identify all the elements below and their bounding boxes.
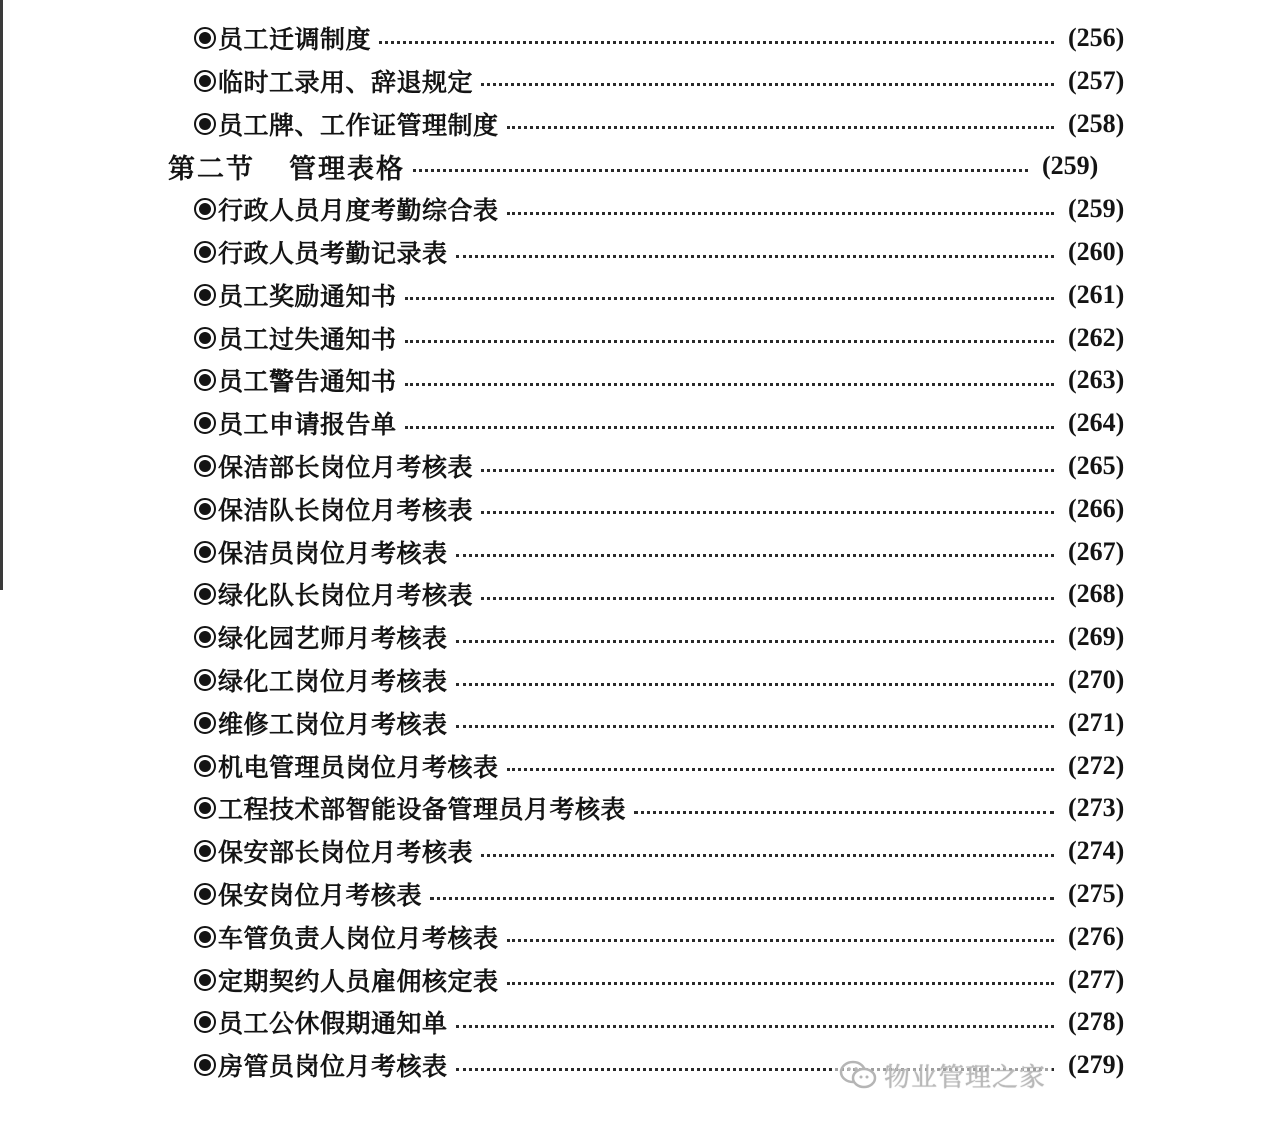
bullet-icon [194, 369, 216, 391]
page-number: (262) [1068, 322, 1125, 352]
dot-leader [379, 41, 1054, 44]
page-number: (272) [1068, 750, 1125, 780]
toc-entry [0, 403, 1273, 443]
entry-title: 绿化工岗位月考核表 [218, 667, 448, 696]
bullet-icon [194, 241, 216, 263]
dot-leader [481, 511, 1054, 514]
toc-entry [0, 788, 1273, 828]
page-number: (264) [1068, 408, 1125, 438]
entry-title: 行政人员月度考勤综合表 [218, 196, 499, 226]
entry-title: 工程技术部智能设备管理员月考核表 [218, 795, 627, 825]
toc-entry [0, 703, 1273, 743]
dot-leader [507, 126, 1054, 129]
dot-leader [481, 83, 1054, 86]
toc-entry [0, 574, 1273, 614]
dot-leader [456, 683, 1054, 686]
page-number: (271) [1068, 707, 1125, 737]
bullet-icon [194, 926, 216, 948]
entry-title: 保安部长岗位月考核表 [218, 838, 474, 868]
toc-entry [0, 18, 1273, 58]
bullet-icon [194, 840, 216, 862]
bullet-icon [194, 712, 216, 734]
toc-entry [0, 960, 1273, 1000]
bullet-icon [194, 797, 216, 819]
bullet-icon [194, 755, 216, 777]
page-number: (270) [1068, 665, 1125, 694]
page-number: (260) [1068, 237, 1125, 266]
wechat-icon [838, 1058, 878, 1092]
dot-leader [481, 854, 1054, 857]
page-number: (274) [1068, 836, 1125, 866]
entry-title: 机电管理员岗位月考核表 [218, 752, 499, 782]
entry-title: 行政人员考勤记录表 [218, 239, 448, 268]
entry-title: 保洁队长岗位月考核表 [218, 495, 474, 525]
bullet-icon [194, 70, 216, 92]
bullet-icon [194, 541, 216, 563]
entry-title: 维修工岗位月考核表 [218, 709, 448, 739]
toc-entry [0, 1002, 1273, 1042]
bullet-icon [194, 113, 216, 135]
bullet-icon [194, 583, 216, 605]
page-number: (261) [1068, 279, 1125, 309]
entry-title: 员工公休假期通知单 [218, 1009, 448, 1039]
page-number: (257) [1068, 65, 1125, 95]
entry-title: 员工奖励通知书 [218, 281, 397, 311]
dot-leader [481, 597, 1054, 600]
page-number: (256) [1068, 23, 1125, 52]
dot-leader [481, 469, 1054, 472]
dot-leader [405, 340, 1054, 343]
page-number: (259) [1068, 194, 1125, 224]
entry-title: 房管员岗位月考核表 [218, 1052, 448, 1082]
bullet-icon [194, 27, 216, 49]
entry-title: 保洁员岗位月考核表 [218, 538, 448, 568]
bullet-icon [194, 1011, 216, 1033]
entry-title: 员工迁调制度 [218, 25, 372, 54]
bullet-icon [194, 412, 216, 434]
dot-leader [456, 255, 1054, 258]
watermark-text: 物业管理之家 [884, 1062, 1047, 1093]
bullet-icon [194, 969, 216, 991]
toc-entry [0, 660, 1273, 700]
dot-leader [507, 982, 1054, 985]
entry-title: 车管负责人岗位月考核表 [218, 923, 499, 953]
toc-entry [0, 831, 1273, 871]
bullet-icon [194, 1054, 216, 1076]
page-number: (278) [1068, 1007, 1125, 1037]
watermark [834, 1052, 1052, 1098]
dot-leader [456, 1025, 1054, 1028]
entry-title: 定期契约人员雇佣核定表 [218, 966, 499, 996]
toc-entry [0, 275, 1273, 315]
dot-leader [413, 169, 1028, 172]
entry-title: 绿化园艺师月考核表 [218, 624, 448, 654]
bullet-icon [194, 883, 216, 905]
page-number: (263) [1068, 365, 1125, 395]
toc-entry [0, 189, 1273, 229]
dot-leader [634, 811, 1054, 814]
page-number: (275) [1068, 879, 1125, 908]
section-name: 管理表格 [289, 153, 405, 185]
page-number: (276) [1068, 921, 1125, 951]
dot-leader [456, 725, 1054, 728]
dot-leader [507, 939, 1054, 942]
entry-title: 保安岗位月考核表 [218, 881, 423, 910]
toc-entry [0, 874, 1273, 914]
toc-entry [0, 617, 1273, 657]
toc-entry [0, 446, 1273, 486]
dot-leader [507, 212, 1054, 215]
toc-entry [0, 746, 1273, 786]
section-label: 第二节 [168, 153, 255, 185]
page-number: (268) [1068, 579, 1125, 609]
toc-entry [0, 318, 1273, 358]
toc-entry [0, 917, 1273, 957]
entry-title: 临时工录用、辞退规定 [218, 67, 474, 97]
dot-leader [430, 897, 1054, 900]
toc-entry [0, 532, 1273, 572]
page-number: (258) [1068, 108, 1125, 138]
bullet-icon [194, 669, 216, 691]
bullet-icon [194, 284, 216, 306]
entry-title: 员工牌、工作证管理制度 [218, 110, 499, 140]
section-title [168, 147, 405, 186]
dot-leader [456, 640, 1054, 643]
bullet-icon [194, 498, 216, 520]
toc-entry [0, 489, 1273, 529]
page-number: (277) [1068, 964, 1125, 994]
page-number: (279) [1068, 1050, 1125, 1080]
entry-title: 保洁部长岗位月考核表 [218, 453, 474, 482]
toc-entry [0, 1045, 1273, 1085]
bullet-icon [194, 327, 216, 349]
dot-leader [405, 383, 1054, 386]
toc-entry [0, 61, 1273, 101]
page-number: (265) [1068, 451, 1125, 480]
entry-title: 绿化队长岗位月考核表 [218, 581, 474, 611]
page-number: (273) [1068, 793, 1125, 823]
toc-section-heading [0, 146, 1247, 186]
dot-leader [405, 297, 1054, 300]
bullet-icon [194, 455, 216, 477]
bullet-icon [194, 198, 216, 220]
toc-entry [0, 360, 1273, 400]
toc-entry [0, 232, 1273, 272]
page-number: (259) [1042, 151, 1099, 181]
page-number: (267) [1068, 536, 1125, 566]
page-number: (266) [1068, 493, 1125, 523]
entry-title: 员工过失通知书 [218, 324, 397, 354]
entry-title: 员工警告通知书 [218, 367, 397, 397]
dot-leader [405, 426, 1054, 429]
toc-entry [0, 104, 1273, 144]
bullet-icon [194, 626, 216, 648]
dot-leader [456, 554, 1054, 557]
page-number: (269) [1068, 622, 1125, 652]
entry-title: 员工申请报告单 [218, 410, 397, 440]
dot-leader [507, 768, 1054, 771]
